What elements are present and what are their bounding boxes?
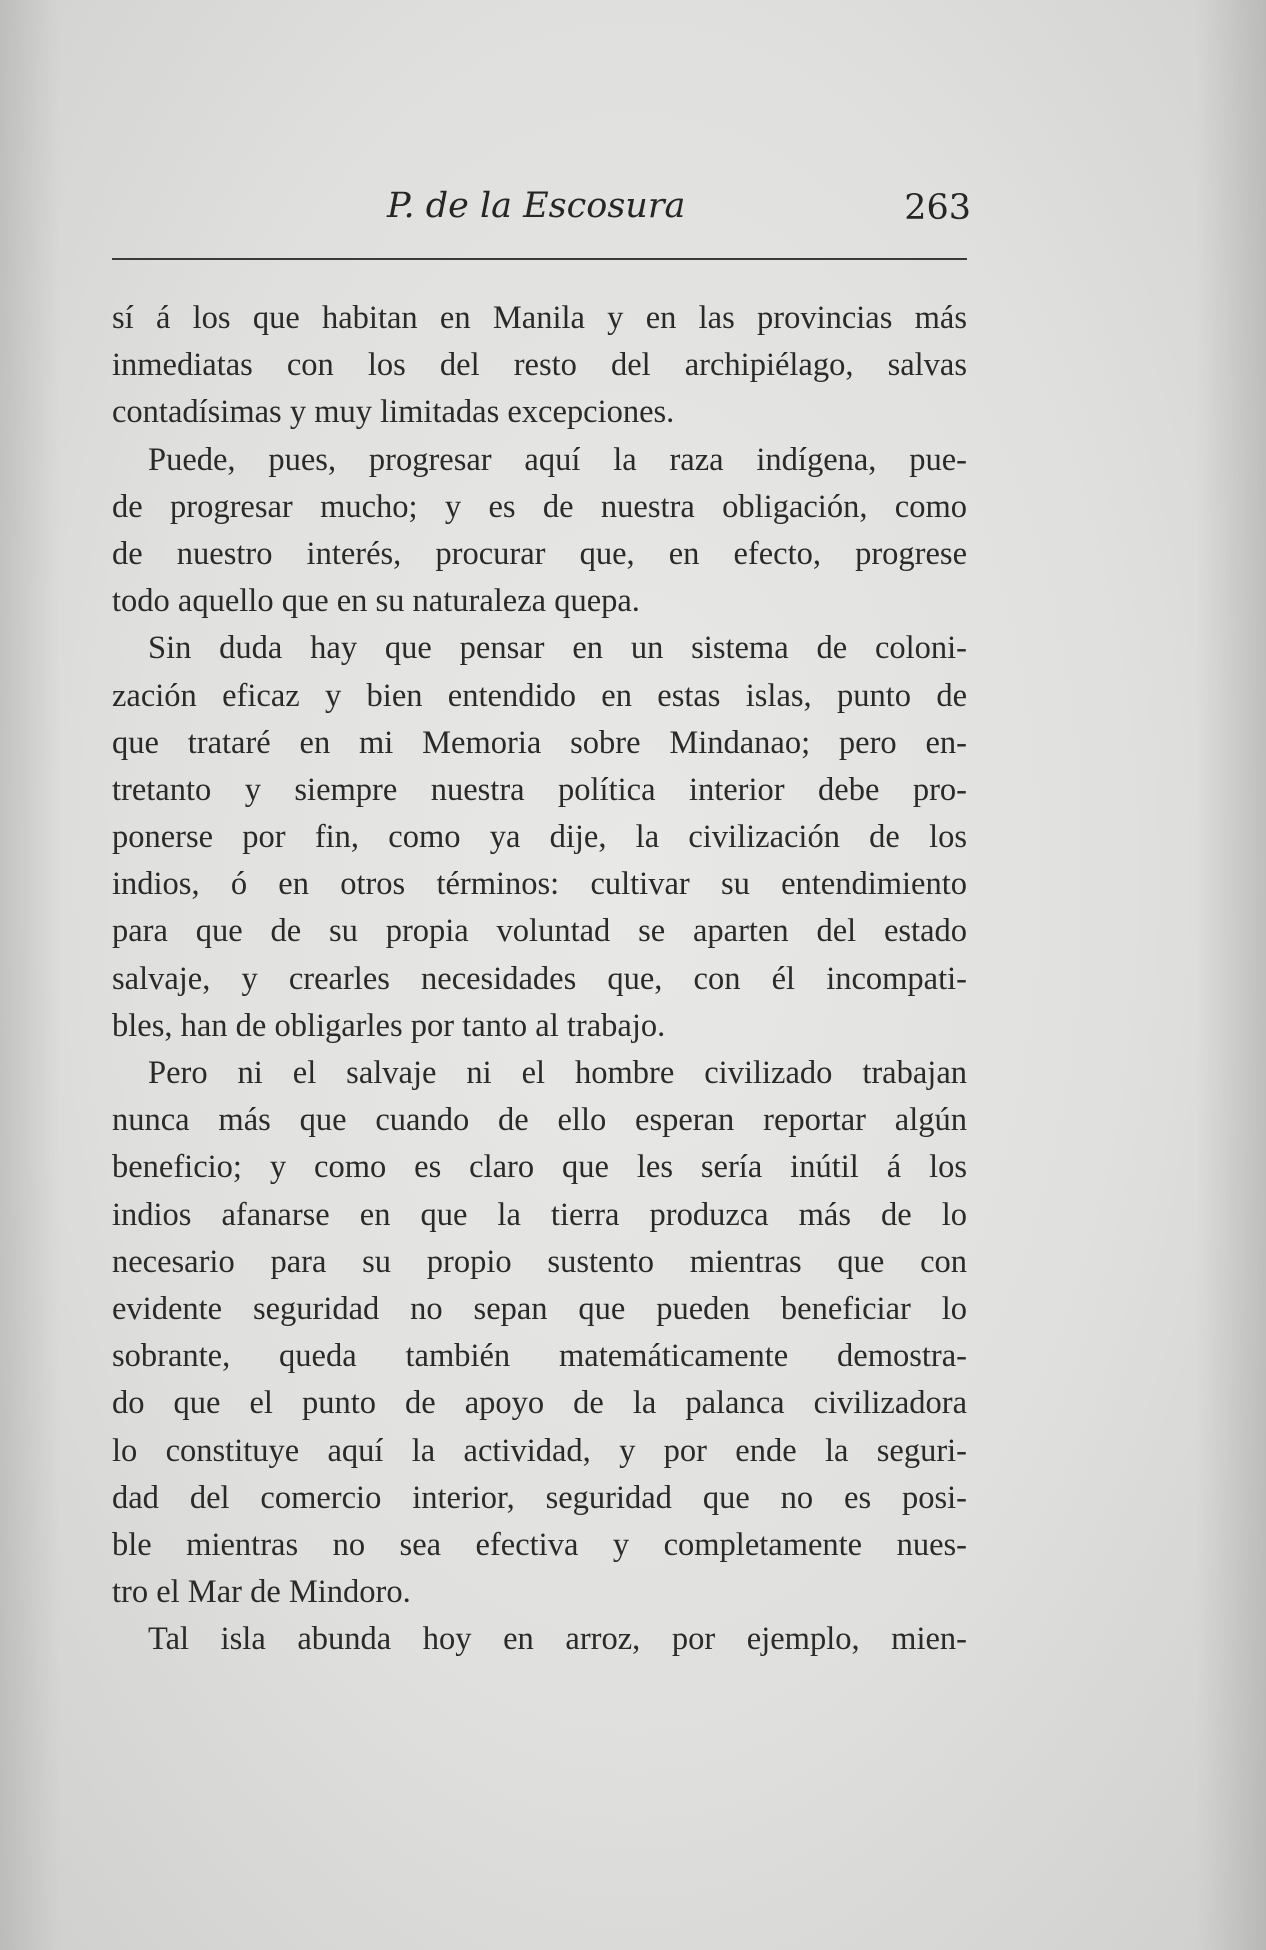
text-line: Tal isla abunda hoy en arroz, por ejemplo, mien- (148, 1621, 967, 1658)
text-line: bles, han de obligarles por tanto al trabajo. (112, 1007, 666, 1044)
text-line: contadísimas y muy limitadas excepciones. (112, 394, 675, 431)
paragraph (112, 437, 967, 626)
text-line: evidente seguridad no sepan que pueden beneficiar lo (112, 1290, 967, 1327)
text-line: Sin duda hay que pensar en un sistema de coloni- (148, 630, 967, 667)
paragraph (112, 295, 967, 437)
text-line: sobrante, queda también matemáticamente demostra- (112, 1338, 967, 1375)
running-head (112, 182, 971, 232)
text-line: nunca más que cuando de ello esperan reportar algún (112, 1102, 967, 1139)
text-line: zación eficaz y bien entendido en estas islas, punto de (112, 677, 967, 714)
text-line: tro el Mar de Mindoro. (112, 1574, 411, 1611)
text-line: ponerse por fin, como ya dije, la civilización de los (112, 819, 967, 856)
running-title: P. de la Escosura (387, 186, 686, 226)
text-line: do que el punto de apoyo de la palanca civilizadora (112, 1385, 967, 1422)
scan-shadow-left (0, 0, 60, 1950)
text-line: Puede, pues, progresar aquí la raza indígena, pue- (148, 441, 967, 478)
page-number: 263 (904, 188, 971, 228)
text-line: de progresar mucho; y es de nuestra obligación, como (112, 488, 967, 525)
text-line: necesario para su propio sustento mientras que con (112, 1243, 967, 1280)
paragraph (112, 1050, 967, 1616)
paragraph (112, 625, 967, 1050)
text-line: beneficio; y como es claro que les sería inútil á los (112, 1149, 967, 1186)
text-line: lo constituye aquí la actividad, y por ende la seguri- (112, 1432, 967, 1469)
text-line: para que de su propia voluntad se aparten del estado (112, 913, 967, 950)
text-line: dad del comercio interior, seguridad que no es posi- (112, 1479, 967, 1516)
header-rule (112, 258, 967, 260)
text-line: indios, ó en otros términos: cultivar su entendimiento (112, 866, 967, 903)
scan-shadow-right (1196, 0, 1266, 1950)
text-line: inmediatas con los del resto del archipiélago, salvas (112, 347, 967, 384)
text-line: todo aquello que en su naturaleza quepa. (112, 583, 640, 620)
text-line: de nuestro interés, procurar que, en efecto, progrese (112, 535, 967, 572)
body-text (112, 295, 967, 1663)
text-line: ble mientras no sea efectiva y completamente nues- (112, 1526, 967, 1563)
text-line: que trataré en mi Memoria sobre Mindanao; pero en- (112, 724, 967, 761)
text-line: salvaje, y crearles necesidades que, con él incompati- (112, 960, 967, 997)
text-line: tretanto y siempre nuestra política interior debe pro- (112, 771, 967, 808)
paragraph (112, 1616, 967, 1663)
text-line: sí á los que habitan en Manila y en las provincias más (112, 300, 967, 336)
text-line: Pero ni el salvaje ni el hombre civilizado trabajan (148, 1055, 967, 1091)
text-line: indios afanarse en que la tierra produzca más de lo (112, 1196, 967, 1233)
